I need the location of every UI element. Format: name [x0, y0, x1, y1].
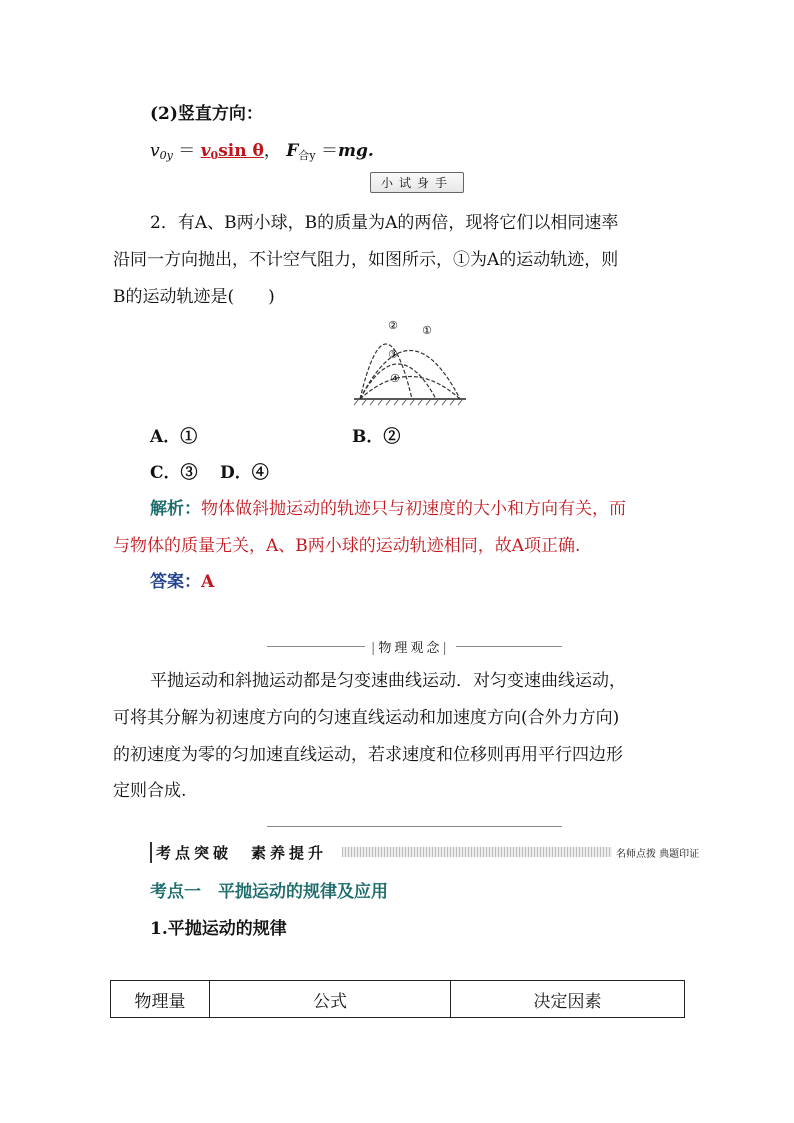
answer-label: 答案：	[150, 572, 201, 592]
equals-sign-2: ＝	[320, 141, 338, 161]
concept-title: |物理观念|	[365, 637, 456, 656]
section-header-title: 考点突破 素养提升	[150, 842, 327, 863]
header-quantity: 物理量	[111, 981, 210, 1018]
concept-bottom-rule	[267, 826, 562, 827]
concept-line-3: 的初速度为零的匀加速直线运动，若求速度和位移则再用平行四边形	[113, 745, 623, 765]
label-3: ③	[388, 348, 398, 361]
option-a[interactable]: A．①	[150, 427, 198, 447]
concept-line-2: 可将其分解为初速度方向的匀速直线运动和加速度方向(合外力方向)	[113, 708, 620, 728]
v0y-subscript: 0y	[159, 149, 173, 162]
option-b[interactable]: B．②	[352, 427, 401, 447]
section-header-bar	[342, 847, 612, 857]
table-header-row	[111, 981, 685, 1018]
label-2: ②	[388, 319, 398, 332]
header-factors: 决定因素	[451, 981, 685, 1018]
vertical-equation	[150, 136, 374, 163]
trajectory-1	[360, 351, 460, 400]
concept-line-4: 定则合成.	[113, 781, 187, 801]
analysis-line-2: 与物体的质量无关，A、B两小球的运动轨迹相同，故A项正确.	[113, 536, 581, 556]
trajectory-4	[360, 377, 460, 400]
answer-fill: $v_0\sin$ θ	[200, 141, 264, 162]
answer-value: A	[201, 572, 215, 592]
part2-label: (2)竖直方向：	[150, 104, 263, 124]
practice-banner: 小试身手	[370, 172, 464, 193]
analysis-line-1	[150, 494, 626, 519]
trajectory-2	[360, 344, 412, 399]
label-4: ④	[390, 372, 400, 385]
ground-hatching	[354, 400, 462, 405]
section-header-right: 名师点拨 典题印证	[616, 849, 700, 860]
equals-sign: ＝	[178, 141, 196, 161]
analysis-label: 解析：	[150, 499, 201, 519]
option-d[interactable]: D．④	[220, 463, 269, 483]
law-table	[110, 980, 685, 1018]
force-symbol: F	[286, 141, 299, 161]
question-line-2: 沿同一方向抛出，不计空气阻力，如图所示，①为A的运动轨迹，则	[113, 250, 619, 270]
force-subscript: 合y	[298, 149, 316, 162]
answer-line	[150, 567, 214, 592]
label-1: ①	[422, 324, 432, 337]
topic-heading: 考点一 平抛运动的规律及应用	[150, 882, 388, 902]
analysis-text-1: 物体做斜抛运动的轨迹只与初速度的大小和方向有关，而	[201, 499, 626, 519]
option-c[interactable]: C．③	[150, 463, 198, 483]
trajectory-figure	[350, 314, 470, 409]
mg-term: mg.	[337, 141, 374, 161]
comma: ，	[263, 141, 281, 161]
subheading: 1.平抛运动的规律	[150, 919, 287, 939]
question-line-3: B的运动轨迹是( )	[113, 287, 275, 307]
section-header	[150, 842, 704, 862]
question-line-1: 2．有A、B两小球，B的质量为A的两倍，现将它们以相同速率	[150, 213, 619, 233]
header-formula: 公式	[210, 981, 451, 1018]
v0y-symbol: v	[150, 141, 160, 161]
concept-line-1: 平抛运动和斜抛运动都是匀变速曲线运动．对匀变速曲线运动，	[150, 671, 626, 691]
